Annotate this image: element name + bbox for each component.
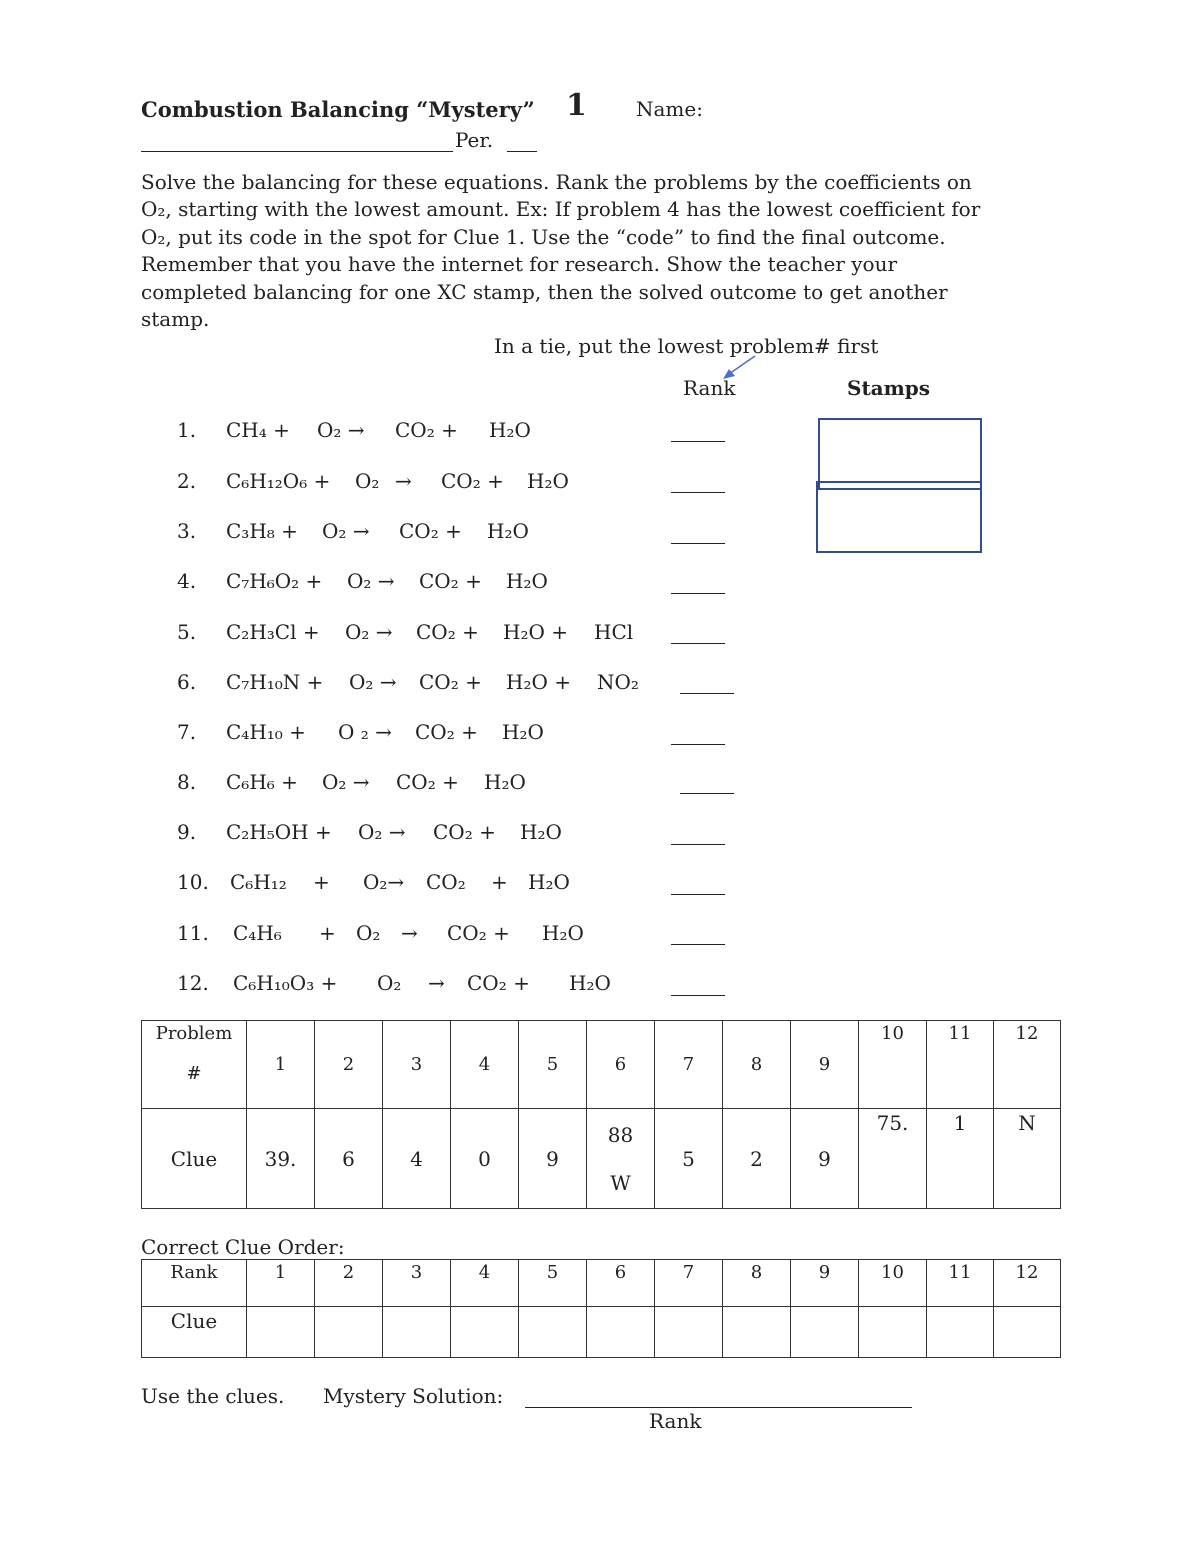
equation-row bbox=[0, 870, 1200, 896]
problem-number: 9 bbox=[791, 1021, 859, 1109]
problem-header-cell bbox=[142, 1021, 247, 1109]
problem-number: 11 bbox=[927, 1021, 994, 1109]
equation-term: CO₂ + bbox=[396, 770, 459, 794]
equation-row bbox=[0, 620, 1200, 646]
instruction-line: O₂, put its code in the spot for Clue 1. Use the “code” to find the final outcome. bbox=[141, 224, 946, 249]
equation-row bbox=[0, 569, 1200, 595]
rank-number: 6 bbox=[587, 1260, 655, 1307]
equation-row bbox=[0, 469, 1200, 495]
rank-number: 7 bbox=[655, 1260, 723, 1307]
equation-term: CO₂ + bbox=[419, 569, 482, 593]
equation-number: 12. bbox=[177, 971, 209, 995]
equation-term: HCl bbox=[594, 620, 634, 644]
clue-value: N bbox=[994, 1109, 1061, 1209]
clue-value: 9 bbox=[791, 1109, 859, 1209]
rank-number: 4 bbox=[451, 1260, 519, 1307]
equation-term: C₇H₁₀N + bbox=[226, 670, 324, 694]
order-clue-label: Clue bbox=[142, 1307, 247, 1358]
equation-number: 7. bbox=[177, 720, 197, 744]
clue-value: 0 bbox=[451, 1109, 519, 1209]
equation-term: O₂ → bbox=[347, 569, 395, 593]
instruction-line: Remember that you have the internet for research. Show the teacher your bbox=[141, 252, 898, 277]
mystery-label: Mystery Solution: bbox=[323, 1384, 504, 1408]
equation-term: CO₂ + bbox=[441, 469, 504, 493]
clue-row bbox=[142, 1109, 1061, 1209]
clue-label: Clue bbox=[142, 1109, 247, 1209]
order-table bbox=[141, 1259, 1061, 1358]
equation-term: H₂O bbox=[527, 469, 569, 493]
rank-blank[interactable] bbox=[671, 744, 725, 745]
problem-hash-label: # bbox=[186, 1063, 202, 1084]
equation-term: C₂H₃Cl + bbox=[226, 620, 320, 644]
rank-header: Rank bbox=[683, 376, 736, 400]
tie-note: In a tie, put the lowest problem# first bbox=[494, 334, 879, 358]
equation-term: CH₄ + bbox=[226, 418, 290, 442]
rank-blank[interactable] bbox=[671, 543, 725, 544]
equation-term: CO₂ + bbox=[419, 670, 482, 694]
instructions bbox=[141, 169, 980, 333]
equation-term: CO₂ + bbox=[416, 620, 479, 644]
instruction-line: Solve the balancing for these equations. Rank the problems by the coefficients on bbox=[141, 170, 972, 194]
rank-number: 10 bbox=[859, 1260, 927, 1307]
order-clue-cell[interactable] bbox=[791, 1307, 859, 1358]
equation-term: H₂O + bbox=[506, 670, 571, 694]
order-clue-cell[interactable] bbox=[451, 1307, 519, 1358]
equation-term: C₆H₁₂O₆ + bbox=[226, 469, 331, 493]
equation-number: 3. bbox=[177, 519, 197, 543]
rank-number: 12 bbox=[994, 1260, 1061, 1307]
problem-number: 5 bbox=[519, 1021, 587, 1109]
equation-term: NO₂ bbox=[597, 670, 639, 694]
use-clues-text: Use the clues. bbox=[141, 1384, 285, 1408]
equation-term: + bbox=[491, 870, 508, 894]
equation-term: CO₂ + bbox=[415, 720, 478, 744]
equation-number: 9. bbox=[177, 820, 197, 844]
clue-value: 4 bbox=[383, 1109, 451, 1209]
equation-number: 8. bbox=[177, 770, 197, 794]
order-clue-cell[interactable] bbox=[994, 1307, 1061, 1358]
equation-number: 11. bbox=[177, 921, 209, 945]
problem-number: 12 bbox=[994, 1021, 1061, 1109]
clue-value: 6 bbox=[315, 1109, 383, 1209]
equation-term: H₂O + bbox=[503, 620, 568, 644]
equation-term: H₂O bbox=[542, 921, 584, 945]
rank-number: 3 bbox=[383, 1260, 451, 1307]
equation-term: → bbox=[428, 971, 445, 995]
equation-term: CO₂ bbox=[426, 870, 466, 894]
equation-row bbox=[0, 921, 1200, 947]
equation-term: H₂O bbox=[506, 569, 548, 593]
rank-blank[interactable] bbox=[680, 693, 734, 694]
clue-table bbox=[141, 1020, 1061, 1209]
clue-value: 1 bbox=[927, 1109, 994, 1209]
equation-term: → bbox=[401, 921, 418, 945]
equation-term: + bbox=[319, 921, 336, 945]
equation-row bbox=[0, 770, 1200, 796]
equation-term: H₂O bbox=[489, 418, 531, 442]
equation-term: O₂ bbox=[355, 469, 380, 493]
equation-term: C₆H₁₂ bbox=[230, 870, 287, 894]
order-caption: Correct Clue Order: bbox=[141, 1235, 345, 1259]
problem-number: 6 bbox=[587, 1021, 655, 1109]
clue-value: 88 W bbox=[587, 1109, 655, 1209]
equation-term: C₆H₁₀O₃ + bbox=[233, 971, 338, 995]
problem-row bbox=[142, 1021, 1061, 1109]
equation-row bbox=[0, 820, 1200, 846]
per-label: Per. bbox=[455, 128, 494, 152]
problem-number: 8 bbox=[723, 1021, 791, 1109]
stamps-header: Stamps bbox=[847, 376, 931, 400]
instruction-line: completed balancing for one XC stamp, then the solved outcome to get another bbox=[141, 279, 948, 304]
equation-number: 10. bbox=[177, 870, 209, 894]
equation-term: CO₂ + bbox=[399, 519, 462, 543]
order-clue-cell[interactable] bbox=[723, 1307, 791, 1358]
equation-row bbox=[0, 720, 1200, 746]
equation-term: O₂→ bbox=[363, 870, 405, 894]
equation-row bbox=[0, 971, 1200, 997]
equation-term: O ₂ → bbox=[338, 720, 392, 744]
equation-term: O₂ → bbox=[358, 820, 406, 844]
rank-blank[interactable] bbox=[671, 944, 725, 945]
rank-row bbox=[142, 1260, 1061, 1307]
equation-row bbox=[0, 519, 1200, 545]
order-clue-cell[interactable] bbox=[519, 1307, 587, 1358]
equation-term: O₂ → bbox=[317, 418, 365, 442]
rank-blank[interactable] bbox=[671, 593, 725, 594]
name-blank[interactable] bbox=[141, 151, 453, 152]
equation-term: H₂O bbox=[569, 971, 611, 995]
order-clue-row bbox=[142, 1307, 1061, 1358]
order-clue-cell[interactable] bbox=[655, 1307, 723, 1358]
clue-value: 2 bbox=[723, 1109, 791, 1209]
rank-label: Rank bbox=[142, 1260, 247, 1307]
equation-number: 5. bbox=[177, 620, 197, 644]
name-label: Name: bbox=[636, 97, 703, 121]
footer-rank-label: Rank bbox=[649, 1409, 702, 1433]
equation-term: C₆H₆ + bbox=[226, 770, 298, 794]
equation-row bbox=[0, 670, 1200, 696]
rank-blank[interactable] bbox=[671, 844, 725, 845]
equation-term: CO₂ + bbox=[433, 820, 496, 844]
rank-number: 1 bbox=[247, 1260, 315, 1307]
rank-number: 8 bbox=[723, 1260, 791, 1307]
rank-blank[interactable] bbox=[680, 793, 734, 794]
equation-term: C₄H₁₀ + bbox=[226, 720, 306, 744]
order-clue-cell[interactable] bbox=[383, 1307, 451, 1358]
equation-term: CO₂ + bbox=[447, 921, 510, 945]
equation-term: CO₂ + bbox=[395, 418, 458, 442]
problem-number: 4 bbox=[451, 1021, 519, 1109]
problem-number: 1 bbox=[247, 1021, 315, 1109]
worksheet-title: Combustion Balancing “Mystery” bbox=[141, 97, 535, 122]
rank-number: 11 bbox=[927, 1260, 994, 1307]
equation-term: O₂ → bbox=[349, 670, 397, 694]
clue-value: 9 bbox=[519, 1109, 587, 1209]
equation-number: 2. bbox=[177, 469, 197, 493]
order-clue-cell[interactable] bbox=[927, 1307, 994, 1358]
problem-label: Problem bbox=[155, 1023, 233, 1044]
clue-value: 5 bbox=[655, 1109, 723, 1209]
problem-number: 7 bbox=[655, 1021, 723, 1109]
equation-term: + bbox=[313, 870, 330, 894]
equation-number: 6. bbox=[177, 670, 197, 694]
problem-number: 2 bbox=[315, 1021, 383, 1109]
equation-term: O₂ → bbox=[322, 770, 370, 794]
rank-blank[interactable] bbox=[671, 995, 725, 996]
rank-number: 9 bbox=[791, 1260, 859, 1307]
equation-term: H₂O bbox=[484, 770, 526, 794]
equation-number: 4. bbox=[177, 569, 197, 593]
order-clue-cell[interactable] bbox=[859, 1307, 927, 1358]
equation-term: C₄H₆ bbox=[233, 921, 282, 945]
order-clue-cell[interactable] bbox=[247, 1307, 315, 1358]
equation-term: H₂O bbox=[520, 820, 562, 844]
equation-term: O₂ → bbox=[345, 620, 393, 644]
rank-number: 2 bbox=[315, 1260, 383, 1307]
instruction-line: stamp. bbox=[141, 307, 210, 332]
problem-number: 3 bbox=[383, 1021, 451, 1109]
equation-term: O₂ bbox=[356, 921, 381, 945]
equation-term: CO₂ + bbox=[467, 971, 530, 995]
equation-term: C₇H₆O₂ + bbox=[226, 569, 323, 593]
equation-term: C₂H₅OH + bbox=[226, 820, 332, 844]
equation-term: O₂ bbox=[377, 971, 402, 995]
equation-row bbox=[0, 418, 1200, 444]
clue-value: 75. bbox=[859, 1109, 927, 1209]
period-blank[interactable] bbox=[507, 151, 537, 152]
rank-blank[interactable] bbox=[671, 441, 725, 442]
equation-term: → bbox=[395, 469, 412, 493]
rank-blank[interactable] bbox=[671, 643, 725, 644]
equation-term: H₂O bbox=[502, 720, 544, 744]
order-clue-cell[interactable] bbox=[587, 1307, 655, 1358]
rank-number: 5 bbox=[519, 1260, 587, 1307]
rank-blank[interactable] bbox=[671, 894, 725, 895]
equation-term: C₃H₈ + bbox=[226, 519, 298, 543]
worksheet-number: 1 bbox=[566, 88, 587, 123]
equation-term: H₂O bbox=[528, 870, 570, 894]
order-clue-cell[interactable] bbox=[315, 1307, 383, 1358]
rank-blank[interactable] bbox=[671, 492, 725, 493]
problem-number: 10 bbox=[859, 1021, 927, 1109]
mystery-solution-blank[interactable] bbox=[525, 1407, 912, 1408]
clue-value: 39. bbox=[247, 1109, 315, 1209]
equation-number: 1. bbox=[177, 418, 197, 442]
instruction-line: O₂, starting with the lowest amount. Ex: If problem 4 has the lowest coefficient for bbox=[141, 197, 981, 222]
equation-term: O₂ → bbox=[322, 519, 370, 543]
equation-term: H₂O bbox=[487, 519, 529, 543]
